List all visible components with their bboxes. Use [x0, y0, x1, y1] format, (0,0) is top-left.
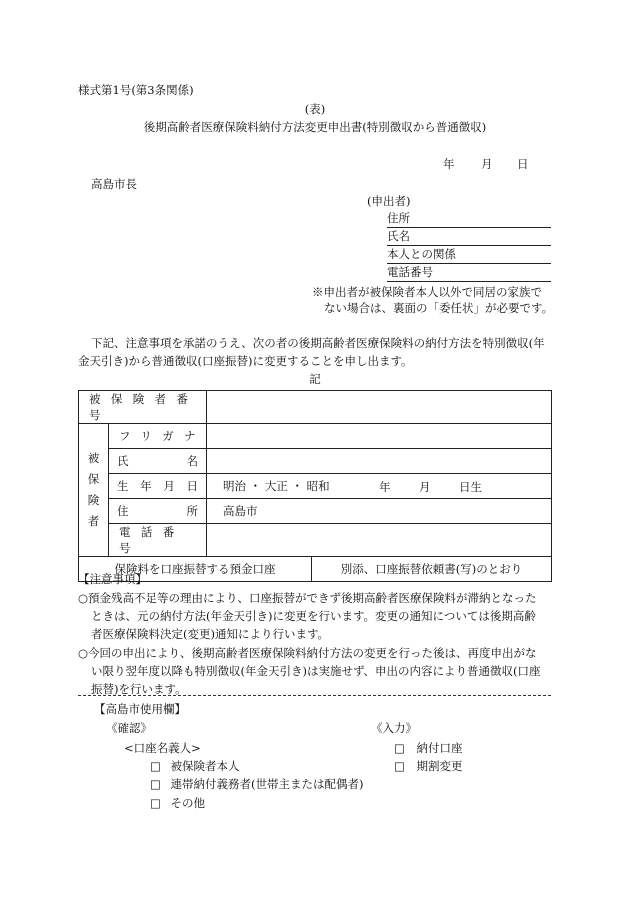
table-row: [79, 557, 552, 582]
insured-vertical-label: [79, 424, 109, 557]
option-1-label: 被保険者本人: [170, 759, 240, 773]
table-row: [79, 424, 552, 449]
notes-heading: 【注意事項】: [78, 572, 147, 586]
office-heading: 【高島市使用欄】: [94, 702, 186, 716]
furigana-input[interactable]: [207, 424, 552, 449]
confirm-heading: 《確認》: [106, 721, 152, 735]
phone-label: 電話番号: [109, 524, 207, 557]
intro-line-2: 金天引き)から普通徴収(口座振替)に変更することを申し出ます。: [78, 354, 413, 368]
address-label-b: 所: [186, 504, 199, 518]
table-row: [79, 524, 552, 557]
birth-input[interactable]: [207, 474, 552, 499]
ki-label: 記: [309, 372, 321, 386]
applicant-name-field[interactable]: [387, 229, 551, 246]
date-day: 日: [517, 157, 529, 171]
name-input[interactable]: [207, 449, 552, 474]
applicant-note-2: ない場合は、裏面の「委任状」が必要です。: [324, 301, 554, 315]
note-2-line-2: い限り翌年度以降も特別徴収(年金天引き)は実施せず、申出の内容により普通徴収(口座: [91, 664, 541, 678]
birth-label-char: 生: [117, 479, 129, 493]
applicant-address-field[interactable]: [387, 211, 551, 228]
note-2-line-3: 振替)を行います。: [91, 682, 187, 696]
birth-suffix: 日生: [459, 480, 483, 494]
birth-label-char: 年: [140, 479, 152, 493]
option-3-label: その他: [170, 796, 206, 810]
birth-label-char: 月: [163, 479, 175, 493]
page-title: 後期高齢者医療保険料納付方法変更申出書(特別徴収から普通徴収): [143, 120, 487, 134]
addressee: 高島市長: [91, 177, 137, 191]
address-value: 高島市: [223, 504, 258, 518]
holder-heading: <口座名義人>: [124, 741, 201, 755]
date-year: 年: [443, 157, 455, 171]
applicant-phone-label: 電話番号: [387, 265, 433, 279]
vertical-char: 保: [87, 472, 100, 486]
note-2-line-1: ○今回の申出により、後期高齢者医療保険料納付方法の変更を行った後は、再度申出がな: [78, 646, 537, 660]
address-label-cell: [109, 499, 207, 524]
input-2[interactable]: [394, 758, 463, 774]
address-input[interactable]: [207, 499, 552, 524]
checkbox-icon[interactable]: □: [394, 759, 405, 773]
address-label-a: 住: [117, 504, 129, 518]
side-label: (表): [304, 102, 326, 116]
table-row: [79, 391, 552, 424]
account-value: 別添、口座振替依頼書(写)のとおり: [312, 557, 552, 582]
insured-table: [78, 390, 552, 582]
vertical-char: 者: [87, 514, 100, 528]
input-heading: 《入力》: [371, 721, 417, 735]
phone-input[interactable]: [207, 524, 552, 557]
name-label-cell: [109, 449, 207, 474]
checkbox-icon[interactable]: □: [394, 741, 405, 755]
table-row: [79, 449, 552, 474]
applicant-relation-field[interactable]: [387, 247, 551, 264]
intro-line-1: 下記、注意事項を承諾のうえ、次の者の後期高齢者医療保険料の納付方法を特別徴収(年: [91, 336, 545, 350]
form-number: 様式第1号(第3条関係): [78, 83, 194, 97]
input-1-label: 納付口座: [416, 741, 463, 755]
insured-number-label: 被保険者番号: [79, 391, 207, 424]
vertical-char: 険: [87, 493, 100, 507]
input-2-label: 期割変更: [416, 759, 463, 773]
note-1-line-3: 者医療保険料決定(変更)通知により行います。: [91, 627, 330, 641]
note-1-line-1: ○預金残高不足等の理由により、口座振替ができず後期高齢者医療保険料が滞納となった: [78, 591, 537, 605]
birth-year: 年: [379, 480, 391, 494]
table-row: [79, 474, 552, 499]
name-label-b: 名: [186, 454, 199, 468]
date-month: 月: [481, 157, 493, 171]
option-3[interactable]: [150, 795, 205, 811]
applicant-note-1: ※申出者が被保険者本人以外で同居の家族で: [312, 285, 542, 299]
option-2-label: 連帯納付義務者(世帯主または配偶者): [170, 777, 364, 791]
name-label-a: 氏: [117, 454, 129, 468]
vertical-char: 被: [87, 451, 100, 465]
account-label: 保険料を口座振替する預金口座: [79, 557, 312, 582]
applicant-phone-field[interactable]: [387, 265, 551, 282]
option-1[interactable]: [150, 758, 240, 774]
checkbox-icon[interactable]: □: [150, 777, 161, 791]
birth-label-cell: [109, 474, 207, 499]
applicant-relation-label: 本人との関係: [387, 247, 456, 261]
applicant-name-label: 氏名: [387, 229, 410, 243]
input-1[interactable]: [394, 740, 463, 756]
cut-line: [78, 695, 551, 696]
table-row: [79, 499, 552, 524]
applicant-address-label: 住所: [387, 211, 410, 225]
checkbox-icon[interactable]: □: [150, 759, 161, 773]
option-2[interactable]: [150, 776, 364, 792]
furigana-label: フリガナ: [109, 424, 207, 449]
birth-eras: 明治 ・ 大正 ・ 昭和: [223, 479, 330, 493]
note-1-line-2: ときは、元の納付方法(年金天引き)に変更を行います。変更の通知については後期高齢: [91, 609, 536, 623]
birth-month: 月: [419, 480, 431, 494]
checkbox-icon[interactable]: □: [150, 796, 161, 810]
birth-label-char: 日: [186, 479, 199, 493]
insured-number-input[interactable]: [207, 391, 552, 424]
applicant-heading: (申出者): [367, 194, 411, 208]
